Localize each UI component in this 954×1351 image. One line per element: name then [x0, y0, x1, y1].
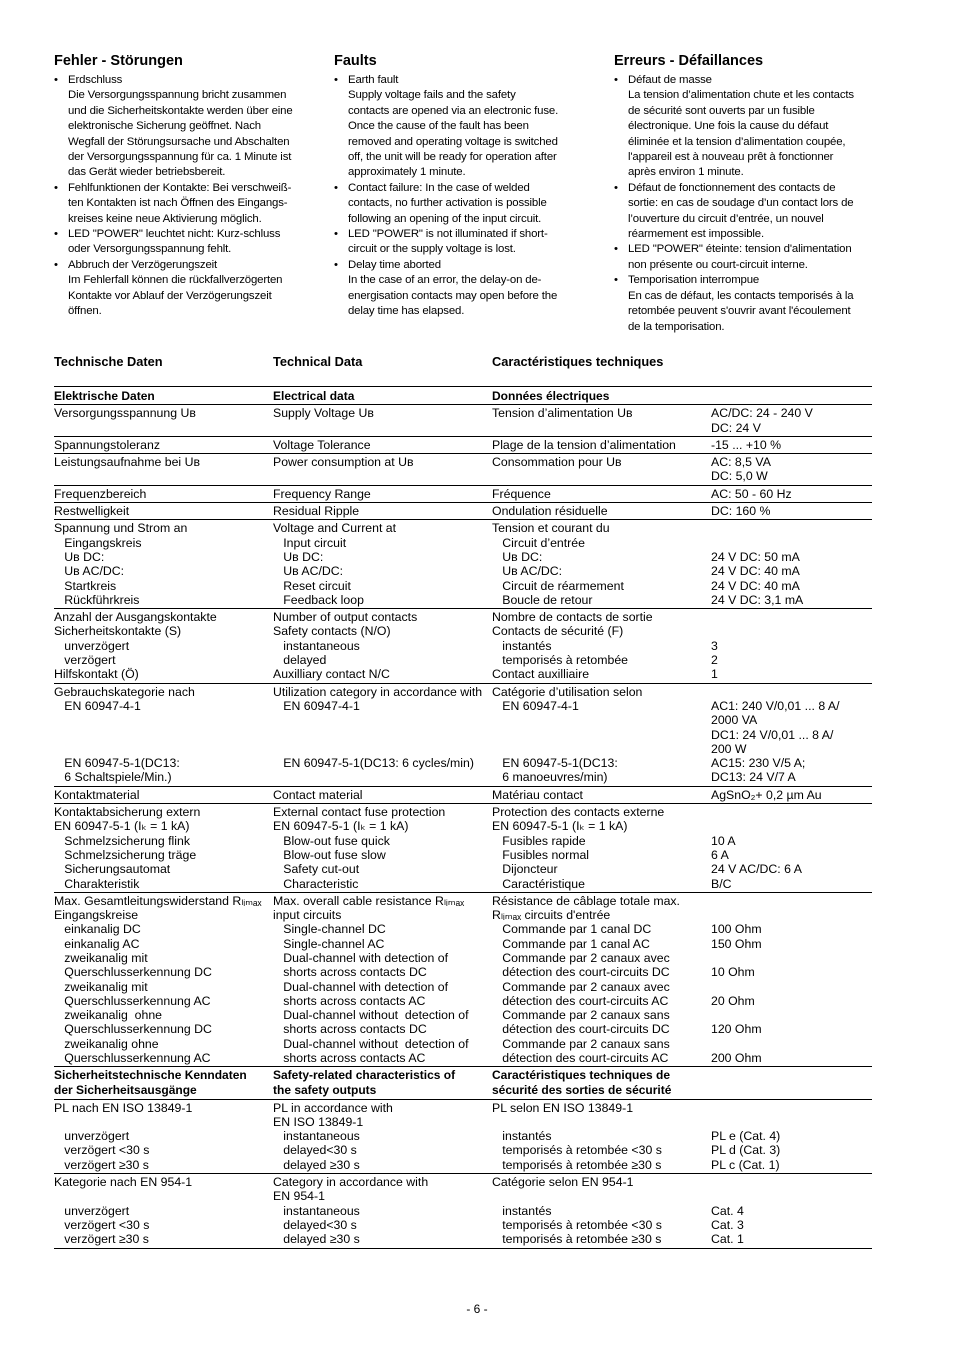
- table-row: [54, 609, 872, 683]
- tech-heading-en: Technical Data: [273, 354, 363, 369]
- fault-item-title: • Earth fault: [348, 74, 399, 86]
- table-cell: Electrical data: [273, 387, 492, 405]
- faults-title-de: Fehler - Störungen: [54, 53, 183, 69]
- fault-item-desc: Supply voltage fails and the safety contacts are opened via an electronic fuse. Once the cause of the fault has been removed and operating voltage is switched off, the unit will be ready for operation after approximately 1 minute.: [348, 89, 559, 179]
- fault-item-desc: Im Fehlerfall können die rückfallverzögerten Kontakte vor Ablauf der Verzögerungszeit öffnen.: [68, 274, 283, 318]
- table-cell: Max. overall cable resistance Rₗᵢₘₐₓ input circuits Single-channel DC Single-channel AC Dual-channel with detection of shorts across contacts DC Dual-channel with detection of shorts across contacts AC Dual-channel without detection of shorts across contacts DC Dual-channel without detection of shorts across contacts AC: [273, 892, 492, 1067]
- table-cell: Catégorie selon EN 954-1 instantés temporisés à retombée <30 s temporisés à retombée ≥30 s: [492, 1174, 711, 1248]
- fault-item-title: • Abbruch der Verzögerungszeit: [68, 258, 218, 271]
- fault-item-desc: La tension d’alimentation chute et les contacts de sécurité sont ouverts par un fusible électronique. Une fois la cause du défaut éliminée et la tension d’alimentation coupée, l'appareil est à nouveau prêt à fonctionner après environ 1 minute.: [628, 89, 854, 179]
- table-cell: Spannung und Strom an Eingangskreis Uʙ DC: Uʙ AC/DC: Startkreis Rückführkreis: [54, 520, 273, 609]
- fault-item: [54, 73, 312, 181]
- fault-item-desc: • Défaut de fonctionnement des contacts de sortie: en cas de soudage d’un contact lors de l’ouverture du circuit d’entrée, un nouvel réarmement est impossible.: [628, 181, 854, 241]
- fault-item-desc: • Contact failure: In the case of welded contacts, no further activation is possible following an opening of the input circuit.: [348, 181, 547, 225]
- table-cell: Tension d’alimentation Uʙ: [492, 405, 711, 437]
- fault-item-desc: Die Versorgungsspannung bricht zusammen und die Sicherheitskontakte werden über eine elektronische Sicherung geöffnet. Nach Wegfall der Störungsursache und Abschalten der Versorgungsspannung für ca. 1 Minute ist das Gerät wieder betriebsbereit.: [68, 89, 293, 179]
- table-cell: Frequency Range: [273, 485, 492, 502]
- fault-item-desc: In the case of an error, the delay-on de- energisation contacts may open before the delay time has elapsed.: [348, 274, 558, 318]
- page-number: - 6 -: [466, 1302, 488, 1316]
- table-row: [54, 503, 872, 520]
- faults-title-en: Faults: [334, 53, 377, 69]
- faults-column-fr: [614, 52, 876, 335]
- table-cell: Kontaktabsicherung extern EN 60947-5-1 (Iₖ = 1 kA) Schmelzsicherung flink Schmelzsicherung träge Sicherungsautomat Charakteristik: [54, 804, 273, 893]
- table-cell: Supply Voltage Uʙ: [273, 405, 492, 437]
- table-cell: Caractéristiques techniques de sécurité des sorties de sécurité: [492, 1067, 711, 1099]
- table-cell: AC/DC: 24 - 240 V DC: 24 V: [711, 405, 872, 437]
- faults-list-de: [54, 73, 312, 320]
- table-row: [54, 520, 872, 609]
- table-cell: PL in accordance with EN ISO 13849-1 instantaneous delayed<30 s delayed ≥30 s: [273, 1099, 492, 1173]
- table-row: [54, 683, 872, 786]
- table-cell: PL e (Cat. 4) PL d (Cat. 3) PL c (Cat. 1): [711, 1099, 872, 1173]
- table-cell: DC: 160 %: [711, 503, 872, 520]
- fault-item-desc: • LED "POWER" is not illuminated if short- circuit or the supply voltage is lost.: [348, 228, 548, 256]
- table-cell: Consommation pour Uʙ: [492, 454, 711, 486]
- safety-data-header: [54, 1067, 872, 1099]
- fault-item: [614, 273, 876, 335]
- table-cell: AC: 50 - 60 Hz: [711, 485, 872, 502]
- table-cell: Power consumption at Uʙ: [273, 454, 492, 486]
- fault-item: [54, 181, 312, 227]
- table-cell: Safety-related characteristics of the safety outputs: [273, 1067, 492, 1099]
- table-cell: 3 2 1: [711, 609, 872, 683]
- table-cell: 100 Ohm 150 Ohm 10 Ohm 20 Ohm 120 Ohm 200 Ohm: [711, 892, 872, 1067]
- table-cell: Fréquence: [492, 485, 711, 502]
- fault-item: [614, 181, 876, 243]
- fault-item-desc: En cas de défaut, les contacts temporisés à la retombée peuvent s'ouvrir avant l'écoulement de la temporisation.: [628, 289, 854, 333]
- table-cell: AC: 8,5 VA DC: 5,0 W: [711, 454, 872, 486]
- fault-item-desc: • LED "POWER" leuchtet nicht: Kurz-schluss oder Versorgungsspannung fehlt.: [68, 228, 281, 256]
- table-row: [54, 804, 872, 893]
- table-cell: Number of output contacts Safety contacts (N/O) instantaneous delayed Auxilliary contact N/C: [273, 609, 492, 683]
- table-cell: [711, 387, 872, 405]
- technical-data-body: [54, 387, 872, 1249]
- table-cell: Données électriques: [492, 387, 711, 405]
- fault-item: [334, 227, 592, 258]
- table-cell: -15 ... +10 %: [711, 436, 872, 453]
- table-cell: Gebrauchskategorie nach EN 60947-4-1 EN 60947-5-1(DC13: 6 Schaltspiele/Min.): [54, 683, 273, 786]
- fault-item: [54, 258, 312, 320]
- table-cell: Catégorie d’utilisation selon EN 60947-4-1 EN 60947-5-1(DC13: 6 manoeuvres/min): [492, 683, 711, 786]
- fault-item: [54, 227, 312, 258]
- table-cell: Leistungsaufnahme bei Uʙ: [54, 454, 273, 486]
- table-cell: Sicherheitstechnische Kenndaten der Sicherheitsausgänge: [54, 1067, 273, 1099]
- table-cell: Nombre de contacts de sortie Contacts de sécurité (F) instantés temporisés à retombée Contact auxilliaire: [492, 609, 711, 683]
- table-cell: AgSnO₂+ 0,2 µm Au: [711, 786, 872, 803]
- fault-item-title: • Temporisation interrompue: [628, 274, 760, 287]
- table-cell: Protection des contacts externe EN 60947-5-1 (Iₖ = 1 kA) Fusibles rapide Fusibles normal Dijoncteur Caractéristique: [492, 804, 711, 893]
- table-cell: Anzahl der Ausgangskontakte Sicherheitskontakte (S) unverzögert verzögert Hilfskontakt (Ö): [54, 609, 273, 683]
- table-cell: Cat. 4 Cat. 3 Cat. 1: [711, 1174, 872, 1248]
- table-cell: Elektrische Daten: [54, 387, 273, 405]
- fault-item-desc: • Fehlfunktionen der Kontakte: Bei verschweiß- ten Kontakten ist nach Öffnen des Eingangs- kreises keine neue Aktivierung möglich.: [68, 181, 292, 225]
- electrical-data-header: [54, 387, 872, 405]
- table-cell: Plage de la tension d’alimentation: [492, 436, 711, 453]
- fault-item: [334, 258, 592, 320]
- table-cell: Résistance de câblage totale max. Rₗᵢₘₐₓ circuits d'entrée Commande par 1 canal DC Commande par 1 canal AC Commande par 2 canaux avec détection des court-circuits DC Commande par 2 canaux avec détection des court-circuits AC Commande par 2 canaux sans détection des court-circuits DC Commande par 2 canaux sans détection des court-circuits AC: [492, 892, 711, 1067]
- faults-column-de: [54, 52, 312, 320]
- table-cell: Matériau contact: [492, 786, 711, 803]
- table-cell: Frequenzbereich: [54, 485, 273, 502]
- fault-item: [334, 73, 592, 181]
- table-cell: Voltage and Current at Input circuit Uʙ DC: Uʙ AC/DC: Reset circuit Feedback loop: [273, 520, 492, 609]
- faults-title-fr: Erreurs - Défaillances: [614, 53, 764, 69]
- fault-item: [614, 242, 876, 273]
- table-cell: 24 V DC: 50 mA 24 V DC: 40 mA 24 V DC: 40 mA 24 V DC: 3,1 mA: [711, 520, 872, 609]
- table-row: [54, 1099, 872, 1173]
- table-row: [54, 436, 872, 453]
- table-cell: Category in accordance with EN 954-1 instantaneous delayed<30 s delayed ≥30 s: [273, 1174, 492, 1248]
- table-cell: 10 A 6 A 24 V AC/DC: 6 A B/C: [711, 804, 872, 893]
- table-cell: Contact material: [273, 786, 492, 803]
- table-cell: Tension et courant du Circuit d’entrée Uʙ DC: Uʙ AC/DC: Circuit de réarmement Boucle de retour: [492, 520, 711, 609]
- table-cell: AC1: 240 V/0,01 ... 8 A/ 2000 VA DC1: 24 V/0,01 ... 8 A/ 200 W AC15: 230 V/5 A; DC13: 24 V/7 A: [711, 683, 872, 786]
- table-cell: Utilization category in accordance with EN 60947-4-1 EN 60947-5-1(DC13: 6 cycles/min): [273, 683, 492, 786]
- table-cell: PL nach EN ISO 13849-1 unverzögert verzögert <30 s verzögert ≥30 s: [54, 1099, 273, 1173]
- table-cell: Ondulation résiduelle: [492, 503, 711, 520]
- table-cell: Max. Gesamtleitungswiderstand Rₗᵢₘₐₓ Eingangskreise einkanalig DC einkanalig AC zweikanalig mit Querschlusserkennung DC zweikanalig mit Querschlusserkennung AC zweikanalig ohne Querschlusserkennung DC zweikanalig ohne Querschlusserkennung AC: [54, 892, 273, 1067]
- table-row: [54, 454, 872, 486]
- table-row: [54, 485, 872, 502]
- table-cell: PL selon EN ISO 13849-1 instantés temporisés à retombée <30 s temporisés à retombée ≥30 s: [492, 1099, 711, 1173]
- table-row: [54, 786, 872, 803]
- table-row: [54, 405, 872, 437]
- table-row: [54, 892, 872, 1067]
- fault-item: [334, 181, 592, 227]
- faults-list-fr: [614, 73, 876, 335]
- fault-item-desc: • LED "POWER" éteinte: tension d'alimentation non présente ou court-circuit interne.: [628, 243, 852, 271]
- fault-item-title: • Défaut de masse: [628, 74, 712, 86]
- faults-list-en: [334, 73, 592, 320]
- fault-item-title: • Erdschluss: [68, 74, 123, 86]
- technical-data-table: [54, 386, 872, 1249]
- table-cell: Spannungstoleranz: [54, 436, 273, 453]
- fault-item-title: • Delay time aborted: [348, 258, 441, 271]
- tech-heading-fr: Caractéristiques techniques: [492, 354, 664, 369]
- table-cell: External contact fuse protection EN 60947-5-1 (Iₖ = 1 kA) Blow-out fuse quick Blow-out fuse slow Safety cut-out Characteristic: [273, 804, 492, 893]
- faults-column-en: [334, 52, 592, 320]
- table-cell: Voltage Tolerance: [273, 436, 492, 453]
- fault-item: [614, 73, 876, 181]
- table-cell: Residual Ripple: [273, 503, 492, 520]
- table-row: [54, 1174, 872, 1248]
- table-cell: [711, 1067, 872, 1099]
- table-cell: Kategorie nach EN 954-1 unverzögert verzögert <30 s verzögert ≥30 s: [54, 1174, 273, 1248]
- table-cell: Versorgungsspannung Uʙ: [54, 405, 273, 437]
- table-cell: Restwelligkeit: [54, 503, 273, 520]
- table-cell: Kontaktmaterial: [54, 786, 273, 803]
- tech-heading-de: Technische Daten: [54, 354, 163, 369]
